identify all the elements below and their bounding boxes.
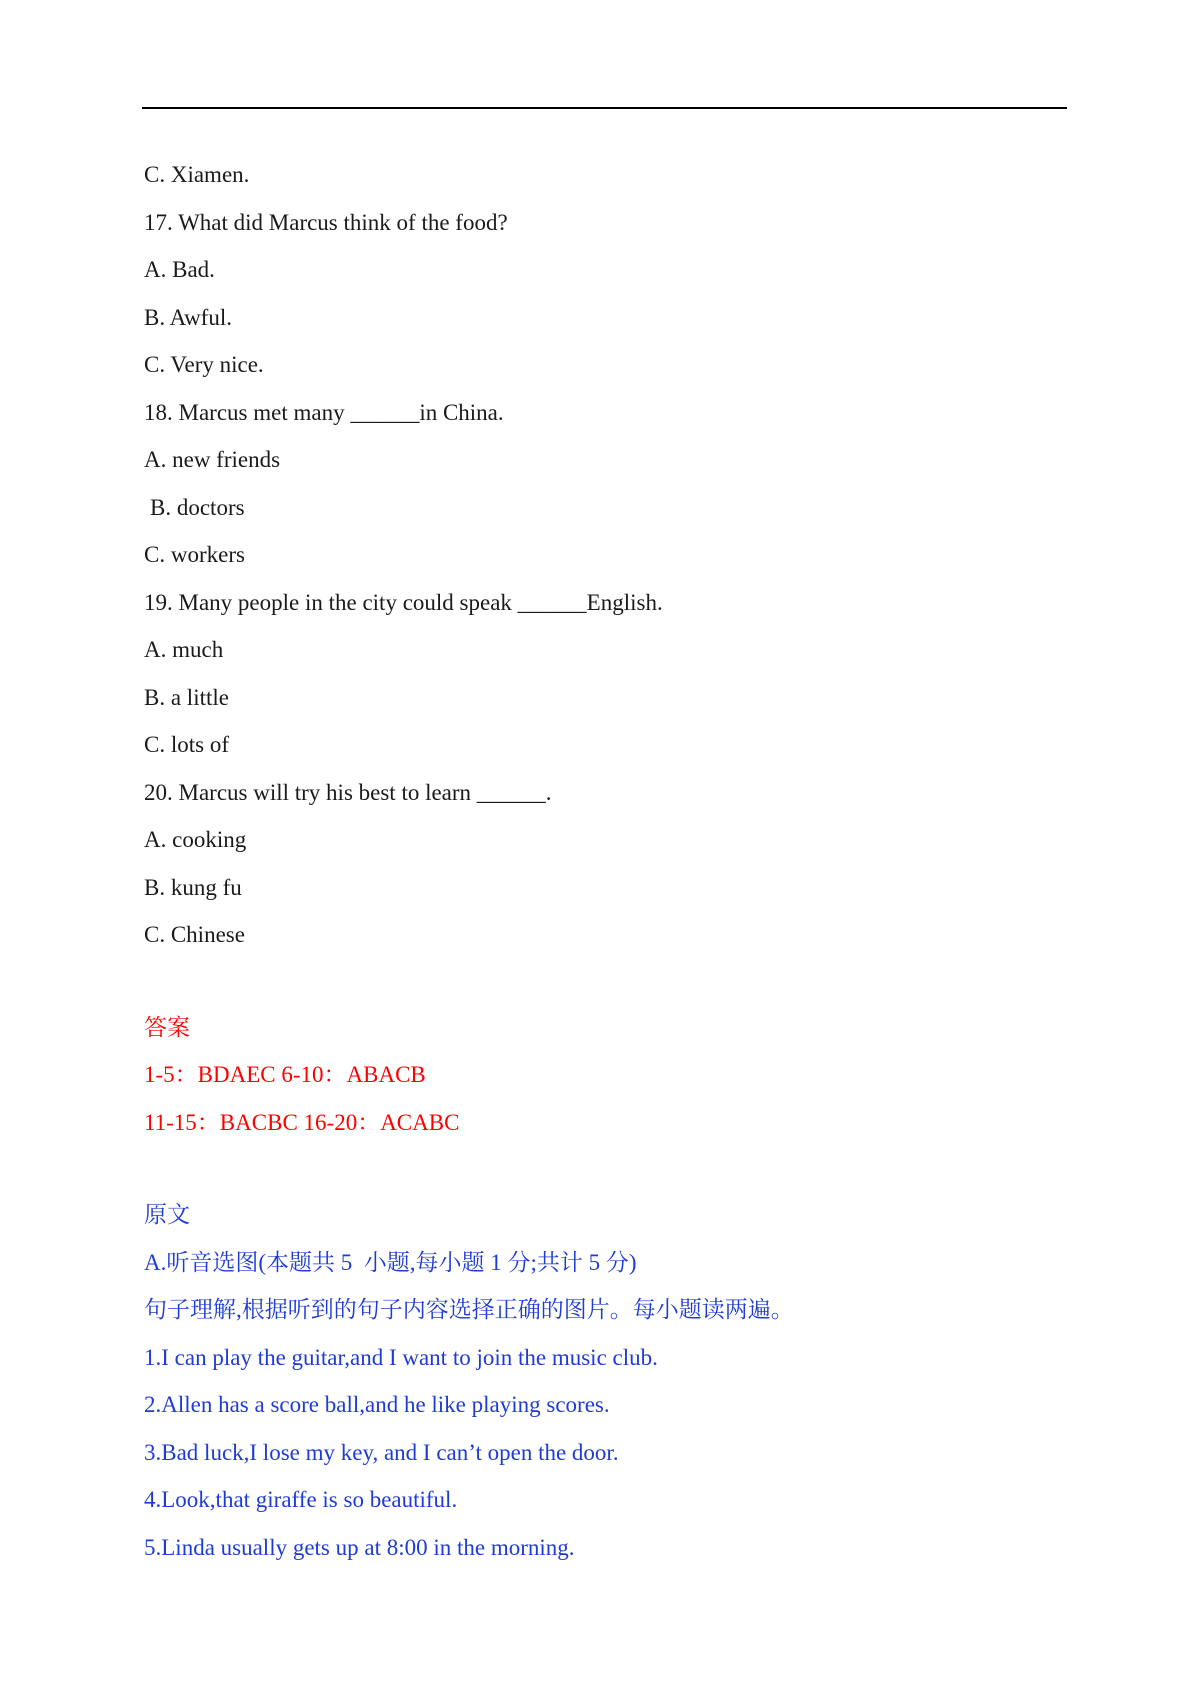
q20-option-c: C. Chinese <box>144 922 245 947</box>
q20-option-b: B. kung fu <box>144 874 242 900</box>
answers-line-1: 1-5：BDAEC 6-10：ABACB <box>144 1062 426 1087</box>
q19-option-b: B. a little <box>144 684 229 710</box>
question-19: 19. Many people in the city could speak ______English. <box>144 589 663 615</box>
transcript-instruction: 句子理解,根据听到的句子内容选择正确的图片。每小题读两遍。 <box>144 1297 794 1322</box>
question-18: 18. Marcus met many ______in China. <box>144 399 504 425</box>
header-rule <box>142 107 1067 109</box>
q19-option-c: C. lots of <box>144 732 229 757</box>
answers-heading: 答案 <box>144 1014 190 1040</box>
q18-option-a: A. new friends <box>144 447 281 472</box>
transcript-section-title: A.听音选图(本题共 5 小题,每小题 1 分;共计 5 分) <box>144 1249 637 1275</box>
q17-option-c: C. Very nice. <box>144 352 264 377</box>
transcript-item: 2.Allen has a score ball,and he like playing scores. <box>144 1392 610 1417</box>
transcript-heading: 原文 <box>144 1202 190 1227</box>
section-gap <box>144 1146 1064 1191</box>
section-gap <box>144 959 1064 1004</box>
q19-option-a: A. much <box>144 637 224 662</box>
q20-option-a: A. cooking <box>144 827 247 852</box>
question-17: 17. What did Marcus think of the food? <box>144 209 508 235</box>
transcript-item: 4.Look,that giraffe is so beautiful. <box>144 1487 458 1512</box>
transcript-item: 3.Bad luck,I lose my key, and I can’t open the door. <box>144 1439 619 1465</box>
q17-option-b: B. Awful. <box>144 304 232 330</box>
q18-option-b: B. doctors <box>150 494 245 520</box>
option-c-xiamen: C. Xiamen. <box>144 162 250 187</box>
q18-option-c: C. workers <box>144 542 245 567</box>
question-20: 20. Marcus will try his best to learn ______. <box>144 779 552 805</box>
transcript-item: 5.Linda usually gets up at 8:00 in the morning. <box>144 1534 575 1560</box>
document-body <box>144 151 1064 1571</box>
q17-option-a: A. Bad. <box>144 257 215 282</box>
transcript-item: 1.I can play the guitar,and I want to join the music club. <box>144 1344 658 1370</box>
answers-line-2: 11-15：BACBC 16-20：ACABC <box>144 1109 460 1135</box>
